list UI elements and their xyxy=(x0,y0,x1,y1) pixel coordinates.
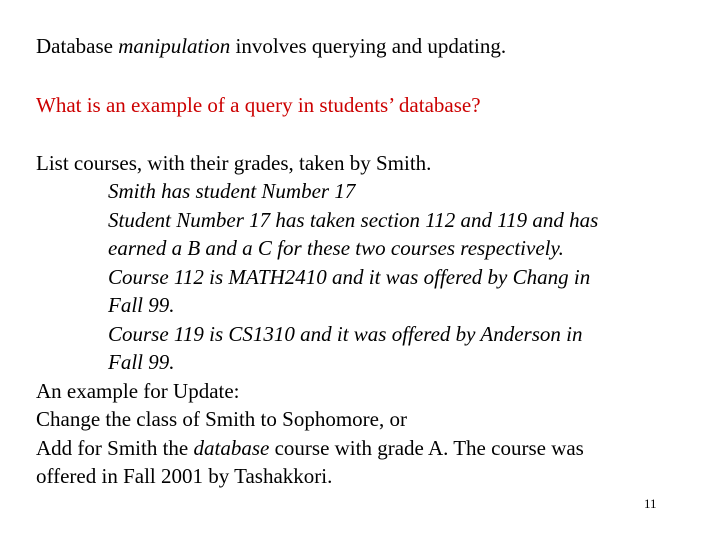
query-step: Course 112 is MATH2410 and it was offered by Chang in xyxy=(108,265,591,289)
intro-text-end: involves querying and updating. xyxy=(230,34,507,58)
query-example-line: List courses, with their grades, taken by Smith. xyxy=(36,151,432,175)
update-heading: An example for Update: xyxy=(36,379,240,403)
intro-text-start: Database xyxy=(36,34,119,58)
query-step: Student Number 17 has taken section 112 and 119 and has xyxy=(108,208,599,232)
intro-emphasis: manipulation xyxy=(118,34,231,58)
query-step: earned a B and a C for these two courses respectively. xyxy=(108,236,564,260)
update-line: Change the class of Smith to Sophomore, or xyxy=(36,407,407,431)
query-step: Fall 99. xyxy=(108,350,175,374)
page-number: 11 xyxy=(644,496,657,511)
question-line: What is an example of a query in students’ database? xyxy=(36,93,481,117)
intro-line xyxy=(36,33,506,59)
update-line xyxy=(36,435,584,461)
update-line: offered in Fall 2001 by Tashakkori. xyxy=(36,464,333,488)
update-emphasis: database xyxy=(193,436,270,460)
query-step: Course 119 is CS1310 and it was offered by Anderson in xyxy=(108,322,583,346)
query-step: Smith has student Number 17 xyxy=(108,179,356,203)
query-step: Fall 99. xyxy=(108,293,175,317)
update-text-start: Add for Smith the xyxy=(36,436,194,460)
update-text-end: course with grade A. The course was xyxy=(269,436,584,460)
